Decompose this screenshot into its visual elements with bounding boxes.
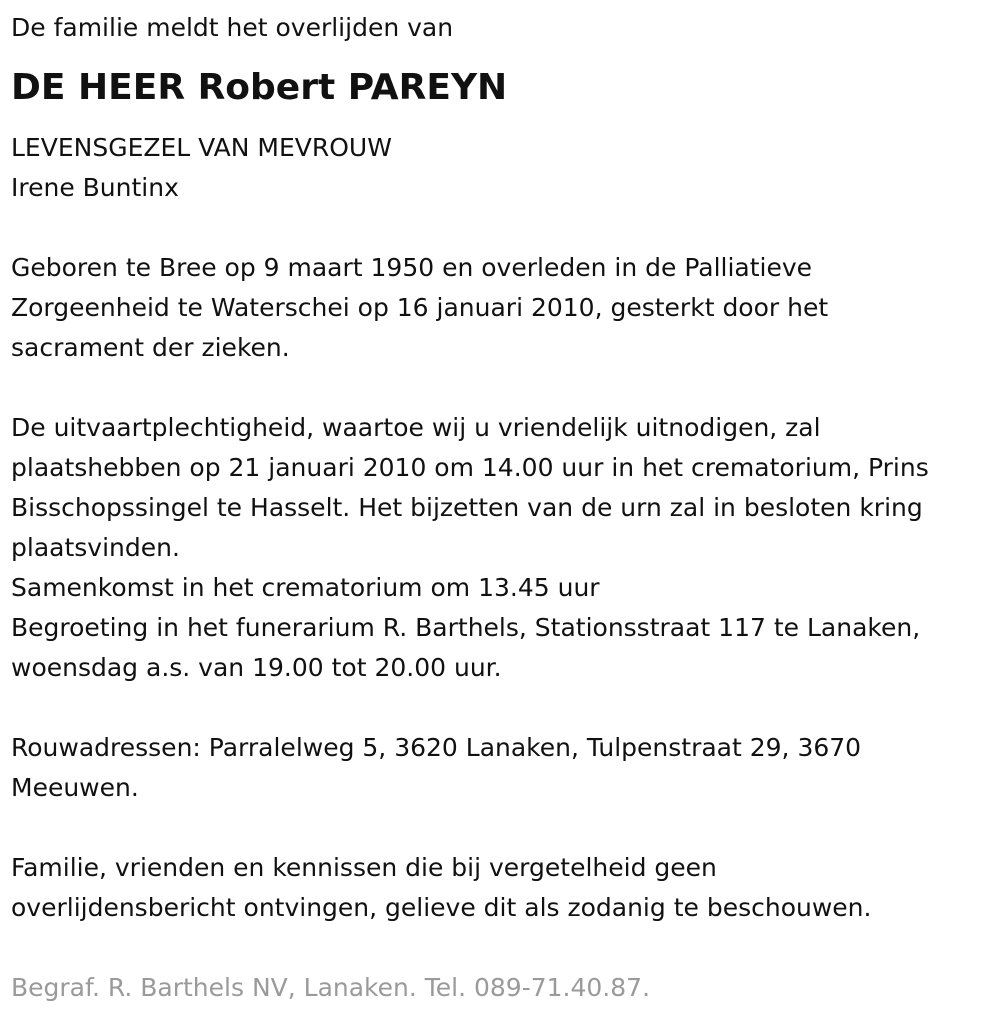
ceremony-line: Bisschopssingel te Hasselt. Het bijzetten van de urn zal in besloten kring [11,493,923,522]
address-line: Meeuwen. [11,773,139,802]
spacer [11,688,986,728]
deceased-name: DE HEER Robert PAREYN [11,67,508,108]
closing-paragraph [11,848,986,928]
spacer [11,368,986,408]
birth-line: Geboren te Bree op 9 maart 1950 en overleden in de Palliatieve [11,253,813,282]
birth-line: Zorgeenheid te Waterschei op 16 januari 2010, gesterkt door het [11,293,829,322]
birth-paragraph [11,248,986,368]
death-notice [11,8,986,1008]
spacer [11,928,986,968]
birth-line: sacrament der zieken. [11,333,290,362]
ceremony-line: Samenkomst in het crematorium om 13.45 uur [11,573,600,602]
address-line: Rouwadressen: Parralelweg 5, 3620 Lanaken, Tulpenstraat 29, 3670 [11,733,862,762]
intro-text: De familie meldt het overlijden van [11,13,454,42]
ceremony-line: plaatsvinden. [11,533,180,562]
spacer [11,208,986,248]
closing-line: overlijdensbericht ontvingen, gelieve dit als zodanig te beschouwen. [11,893,872,922]
ceremony-line: plaatshebben op 21 januari 2010 om 14.00 uur in het crematorium, Prins [11,453,929,482]
ceremony-line: woensdag a.s. van 19.00 tot 20.00 uur. [11,653,502,682]
spacer [11,808,986,848]
partner-name: Irene Buntinx [11,173,179,202]
ceremony-line: Begroeting in het funerarium R. Barthels, Stationsstraat 117 te Lanaken, [11,613,921,642]
ceremony-line: De uitvaartplechtigheid, waartoe wij u vriendelijk uitnodigen, zal [11,413,821,442]
ceremony-paragraph [11,408,986,688]
undertaker-footer: Begraf. R. Barthels NV, Lanaken. Tel. 089-71.40.87. [11,973,651,1002]
closing-line: Familie, vrienden en kennissen die bij vergetelheid geen [11,853,717,882]
addresses-paragraph [11,728,986,808]
relation-text: LEVENSGEZEL VAN MEVROUW [11,133,392,162]
